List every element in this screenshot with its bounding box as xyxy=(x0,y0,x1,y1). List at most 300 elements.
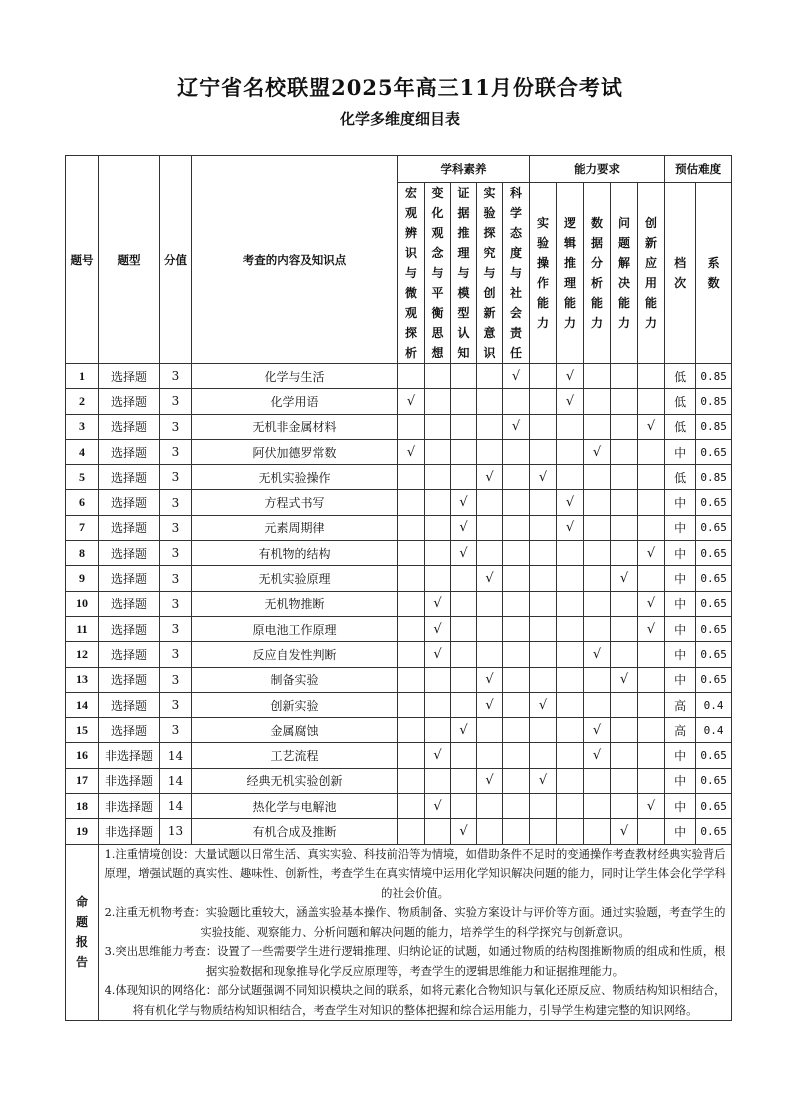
question-score: 3 xyxy=(160,718,192,743)
question-score: 3 xyxy=(160,465,192,490)
header-literacy-2: 变化观念与平衡思想 xyxy=(431,186,444,360)
question-content: 工艺流程 xyxy=(192,743,398,768)
literacy-cell-3 xyxy=(451,768,477,793)
question-number: 14 xyxy=(66,692,99,717)
ability-cell-1 xyxy=(530,515,557,540)
ability-cell-5 xyxy=(638,490,665,515)
question-score: 3 xyxy=(160,515,192,540)
question-content: 制备实验 xyxy=(192,667,398,692)
table-row xyxy=(66,364,732,389)
ability-cell-4 xyxy=(611,414,638,439)
check-mark: √ xyxy=(425,591,451,616)
question-score: 3 xyxy=(160,566,192,591)
ability-cell-3 xyxy=(584,364,611,389)
literacy-cell-5 xyxy=(503,616,530,641)
detail-table xyxy=(65,155,732,1021)
table-row xyxy=(66,389,732,414)
header-coefficient: 系数 xyxy=(707,256,720,290)
question-content: 热化学与电解池 xyxy=(192,794,398,819)
literacy-cell-4 xyxy=(477,364,503,389)
header-literacy-3: 证据推理与模型认知 xyxy=(457,186,470,360)
literacy-cell-1 xyxy=(398,819,425,844)
literacy-cell-4 xyxy=(477,718,503,743)
check-mark: √ xyxy=(451,718,477,743)
literacy-cell-5 xyxy=(503,439,530,464)
literacy-cell-5 xyxy=(503,768,530,793)
question-number: 9 xyxy=(66,566,99,591)
check-mark: √ xyxy=(477,768,503,793)
check-mark: √ xyxy=(503,414,530,439)
difficulty-coefficient: 0.65 xyxy=(696,667,732,692)
ability-cell-4 xyxy=(611,389,638,414)
literacy-cell-5 xyxy=(503,515,530,540)
question-content: 无机实验原理 xyxy=(192,566,398,591)
literacy-cell-3 xyxy=(451,794,477,819)
report-paragraph: 2.注重无机物考查：实验题比重较大，涵盖实验基本操作、物质制备、实验方案设计与评价等方面。通过实验题，考查学生的实验技能、观察能力、分析问题和解决问题的能力，培养学生的科学探究与创新意识。 xyxy=(104,906,726,939)
ability-cell-5 xyxy=(638,389,665,414)
ability-cell-3 xyxy=(584,794,611,819)
literacy-cell-2 xyxy=(425,389,451,414)
difficulty-coefficient: 0.65 xyxy=(696,743,732,768)
difficulty-coefficient: 0.85 xyxy=(696,364,732,389)
difficulty-level: 高 xyxy=(665,692,696,717)
difficulty-coefficient: 0.65 xyxy=(696,490,732,515)
ability-cell-4 xyxy=(611,768,638,793)
ability-cell-3 xyxy=(584,616,611,641)
difficulty-coefficient: 0.65 xyxy=(696,541,732,566)
literacy-cell-2 xyxy=(425,667,451,692)
literacy-cell-5 xyxy=(503,794,530,819)
ability-cell-4 xyxy=(611,364,638,389)
difficulty-coefficient: 0.85 xyxy=(696,465,732,490)
ability-cell-3 xyxy=(584,667,611,692)
literacy-cell-5 xyxy=(503,667,530,692)
literacy-cell-2 xyxy=(425,718,451,743)
question-content: 无机实验操作 xyxy=(192,465,398,490)
header-literacy-1: 宏观辨识与微观探析 xyxy=(404,186,417,360)
literacy-cell-3 xyxy=(451,642,477,667)
question-score: 3 xyxy=(160,389,192,414)
question-content: 创新实验 xyxy=(192,692,398,717)
table-row xyxy=(66,616,732,641)
check-mark: √ xyxy=(638,794,665,819)
check-mark: √ xyxy=(584,743,611,768)
literacy-cell-4 xyxy=(477,743,503,768)
ability-cell-5 xyxy=(638,439,665,464)
ability-cell-1 xyxy=(530,743,557,768)
ability-cell-1 xyxy=(530,364,557,389)
question-content: 经典无机实验创新 xyxy=(192,768,398,793)
ability-cell-2 xyxy=(557,743,584,768)
literacy-cell-2 xyxy=(425,819,451,844)
ability-cell-1 xyxy=(530,819,557,844)
difficulty-level: 中 xyxy=(665,591,696,616)
literacy-cell-1 xyxy=(398,794,425,819)
question-number: 4 xyxy=(66,439,99,464)
ability-cell-5 xyxy=(638,819,665,844)
literacy-cell-5 xyxy=(503,743,530,768)
question-score: 14 xyxy=(160,794,192,819)
question-score: 14 xyxy=(160,768,192,793)
difficulty-level: 中 xyxy=(665,819,696,844)
header-ability-4: 问题解决能力 xyxy=(618,216,631,330)
difficulty-level: 中 xyxy=(665,541,696,566)
question-score: 3 xyxy=(160,490,192,515)
literacy-cell-2 xyxy=(425,692,451,717)
literacy-cell-4 xyxy=(477,616,503,641)
table-row xyxy=(66,743,732,768)
literacy-cell-3 xyxy=(451,364,477,389)
question-type: 非选择题 xyxy=(99,743,160,768)
question-content: 无机物推断 xyxy=(192,591,398,616)
header-ability-3: 数据分析能力 xyxy=(591,216,604,330)
check-mark: √ xyxy=(425,642,451,667)
question-number: 8 xyxy=(66,541,99,566)
difficulty-level: 中 xyxy=(665,515,696,540)
check-mark: √ xyxy=(477,667,503,692)
report-paragraph: 4.体现知识的网络化：部分试题强调不同知识模块之间的联系，如将元素化合物知识与氧化还原反应、物质结构知识相结合，将有机化学与物质结构知识相结合，考查学生对知识的整体把握和综合运用能力，引导学生构建完整的知识网络。 xyxy=(104,984,726,1017)
ability-cell-1 xyxy=(530,794,557,819)
literacy-cell-3 xyxy=(451,743,477,768)
question-score: 3 xyxy=(160,692,192,717)
literacy-cell-3 xyxy=(451,692,477,717)
ability-cell-4 xyxy=(611,642,638,667)
difficulty-level: 中 xyxy=(665,490,696,515)
literacy-cell-1 xyxy=(398,667,425,692)
check-mark: √ xyxy=(477,566,503,591)
table-row xyxy=(66,667,732,692)
ability-cell-1 xyxy=(530,718,557,743)
question-score: 13 xyxy=(160,819,192,844)
table-row xyxy=(66,692,732,717)
question-score: 3 xyxy=(160,439,192,464)
question-type: 选择题 xyxy=(99,667,160,692)
literacy-cell-5 xyxy=(503,718,530,743)
question-number: 10 xyxy=(66,591,99,616)
question-number: 11 xyxy=(66,616,99,641)
literacy-cell-1 xyxy=(398,591,425,616)
check-mark: √ xyxy=(638,591,665,616)
header-type: 题型 xyxy=(99,156,160,364)
literacy-cell-2 xyxy=(425,515,451,540)
ability-cell-5 xyxy=(638,768,665,793)
difficulty-level: 低 xyxy=(665,414,696,439)
page-subtitle: 化学多维度细目表 xyxy=(339,110,460,128)
header-content: 考查的内容及知识点 xyxy=(192,156,398,364)
question-number: 5 xyxy=(66,465,99,490)
literacy-cell-2 xyxy=(425,541,451,566)
check-mark: √ xyxy=(557,364,584,389)
report-label: 命题报告 xyxy=(75,895,88,970)
literacy-cell-4 xyxy=(477,439,503,464)
question-type: 选择题 xyxy=(99,591,160,616)
literacy-cell-1 xyxy=(398,566,425,591)
literacy-cell-3 xyxy=(451,667,477,692)
header-ability-5: 创新应用能力 xyxy=(645,216,658,330)
difficulty-coefficient: 0.4 xyxy=(696,692,732,717)
ability-cell-5 xyxy=(638,566,665,591)
table-row xyxy=(66,591,732,616)
question-content: 阿伏加德罗常数 xyxy=(192,439,398,464)
table-row xyxy=(66,490,732,515)
question-number: 3 xyxy=(66,414,99,439)
question-number: 12 xyxy=(66,642,99,667)
literacy-cell-1 xyxy=(398,414,425,439)
header-literacy-5: 科学态度与社会责任 xyxy=(510,186,523,360)
ability-cell-3 xyxy=(584,465,611,490)
question-number: 19 xyxy=(66,819,99,844)
header-literacy-4: 实验探究与创新意识 xyxy=(483,186,496,360)
ability-cell-2 xyxy=(557,566,584,591)
difficulty-coefficient: 0.65 xyxy=(696,819,732,844)
check-mark: √ xyxy=(557,515,584,540)
literacy-cell-1 xyxy=(398,541,425,566)
ability-cell-1 xyxy=(530,490,557,515)
ability-cell-2 xyxy=(557,718,584,743)
question-type: 选择题 xyxy=(99,389,160,414)
question-number: 15 xyxy=(66,718,99,743)
difficulty-level: 高 xyxy=(665,718,696,743)
check-mark: √ xyxy=(503,364,530,389)
difficulty-coefficient: 0.85 xyxy=(696,414,732,439)
difficulty-level: 中 xyxy=(665,616,696,641)
literacy-cell-3 xyxy=(451,616,477,641)
table-row xyxy=(66,541,732,566)
header-group-difficulty: 预估难度 xyxy=(665,156,732,183)
ability-cell-3 xyxy=(584,389,611,414)
check-mark: √ xyxy=(451,541,477,566)
question-number: 1 xyxy=(66,364,99,389)
question-type: 选择题 xyxy=(99,414,160,439)
header-score: 分值 xyxy=(160,156,192,364)
question-type: 非选择题 xyxy=(99,794,160,819)
question-content: 有机合成及推断 xyxy=(192,819,398,844)
literacy-cell-3 xyxy=(451,465,477,490)
question-number: 18 xyxy=(66,794,99,819)
ability-cell-4 xyxy=(611,794,638,819)
literacy-cell-5 xyxy=(503,566,530,591)
check-mark: √ xyxy=(557,389,584,414)
check-mark: √ xyxy=(530,768,557,793)
question-number: 16 xyxy=(66,743,99,768)
ability-cell-2 xyxy=(557,794,584,819)
ability-cell-4 xyxy=(611,515,638,540)
check-mark: √ xyxy=(584,642,611,667)
literacy-cell-3 xyxy=(451,389,477,414)
ability-cell-2 xyxy=(557,465,584,490)
difficulty-level: 中 xyxy=(665,768,696,793)
question-type: 非选择题 xyxy=(99,819,160,844)
literacy-cell-4 xyxy=(477,515,503,540)
question-content: 化学与生活 xyxy=(192,364,398,389)
ability-cell-3 xyxy=(584,414,611,439)
check-mark: √ xyxy=(451,515,477,540)
ability-cell-4 xyxy=(611,692,638,717)
check-mark: √ xyxy=(530,692,557,717)
check-mark: √ xyxy=(425,743,451,768)
ability-cell-1 xyxy=(530,642,557,667)
header-no: 题号 xyxy=(66,156,99,364)
ability-cell-1 xyxy=(530,616,557,641)
check-mark: √ xyxy=(611,667,638,692)
literacy-cell-2 xyxy=(425,490,451,515)
difficulty-level: 低 xyxy=(665,465,696,490)
question-score: 3 xyxy=(160,541,192,566)
question-content: 有机物的结构 xyxy=(192,541,398,566)
ability-cell-3 xyxy=(584,819,611,844)
ability-cell-4 xyxy=(611,616,638,641)
question-score: 3 xyxy=(160,414,192,439)
table-row xyxy=(66,794,732,819)
question-type: 选择题 xyxy=(99,566,160,591)
ability-cell-1 xyxy=(530,389,557,414)
report-body xyxy=(99,844,732,1021)
literacy-cell-4 xyxy=(477,414,503,439)
check-mark: √ xyxy=(477,465,503,490)
table-row xyxy=(66,819,732,844)
ability-cell-4 xyxy=(611,591,638,616)
difficulty-coefficient: 0.65 xyxy=(696,566,732,591)
check-mark: √ xyxy=(425,616,451,641)
ability-cell-4 xyxy=(611,718,638,743)
ability-cell-5 xyxy=(638,642,665,667)
question-number: 7 xyxy=(66,515,99,540)
check-mark: √ xyxy=(398,389,425,414)
difficulty-level: 中 xyxy=(665,794,696,819)
ability-cell-1 xyxy=(530,541,557,566)
question-number: 17 xyxy=(66,768,99,793)
literacy-cell-4 xyxy=(477,591,503,616)
difficulty-level: 中 xyxy=(665,667,696,692)
header-group-literacy: 学科素养 xyxy=(398,156,530,183)
literacy-cell-5 xyxy=(503,490,530,515)
check-mark: √ xyxy=(477,692,503,717)
literacy-cell-1 xyxy=(398,718,425,743)
ability-cell-2 xyxy=(557,819,584,844)
difficulty-coefficient: 0.65 xyxy=(696,439,732,464)
literacy-cell-3 xyxy=(451,414,477,439)
question-type: 选择题 xyxy=(99,541,160,566)
ability-cell-3 xyxy=(584,692,611,717)
ability-cell-2 xyxy=(557,541,584,566)
check-mark: √ xyxy=(638,414,665,439)
difficulty-coefficient: 0.65 xyxy=(696,768,732,793)
question-score: 3 xyxy=(160,591,192,616)
header-level: 档次 xyxy=(674,256,687,290)
ability-cell-4 xyxy=(611,439,638,464)
check-mark: √ xyxy=(584,718,611,743)
table-row xyxy=(66,515,732,540)
question-type: 选择题 xyxy=(99,692,160,717)
ability-cell-5 xyxy=(638,692,665,717)
difficulty-coefficient: 0.65 xyxy=(696,616,732,641)
question-score: 3 xyxy=(160,642,192,667)
check-mark: √ xyxy=(638,616,665,641)
check-mark: √ xyxy=(584,439,611,464)
literacy-cell-4 xyxy=(477,794,503,819)
literacy-cell-4 xyxy=(477,389,503,414)
question-type: 选择题 xyxy=(99,515,160,540)
ability-cell-1 xyxy=(530,414,557,439)
question-type: 非选择题 xyxy=(99,768,160,793)
difficulty-level: 中 xyxy=(665,642,696,667)
ability-cell-3 xyxy=(584,541,611,566)
literacy-cell-1 xyxy=(398,743,425,768)
literacy-cell-4 xyxy=(477,819,503,844)
check-mark: √ xyxy=(611,819,638,844)
check-mark: √ xyxy=(638,541,665,566)
literacy-cell-5 xyxy=(503,591,530,616)
question-content: 无机非金属材料 xyxy=(192,414,398,439)
literacy-cell-4 xyxy=(477,541,503,566)
literacy-cell-5 xyxy=(503,389,530,414)
literacy-cell-1 xyxy=(398,642,425,667)
question-content: 方程式书写 xyxy=(192,490,398,515)
question-type: 选择题 xyxy=(99,718,160,743)
question-content: 反应自发性判断 xyxy=(192,642,398,667)
question-content: 元素周期律 xyxy=(192,515,398,540)
page-title: 辽宁省名校联盟2025年高三11月份联合考试 xyxy=(177,75,623,100)
ability-cell-5 xyxy=(638,743,665,768)
question-type: 选择题 xyxy=(99,642,160,667)
ability-cell-5 xyxy=(638,465,665,490)
table-row xyxy=(66,768,732,793)
table-row xyxy=(66,566,732,591)
header-group-ability: 能力要求 xyxy=(530,156,665,183)
check-mark: √ xyxy=(451,490,477,515)
literacy-cell-3 xyxy=(451,591,477,616)
ability-cell-3 xyxy=(584,490,611,515)
check-mark: √ xyxy=(425,794,451,819)
ability-cell-2 xyxy=(557,667,584,692)
ability-cell-5 xyxy=(638,515,665,540)
literacy-cell-3 xyxy=(451,439,477,464)
literacy-cell-4 xyxy=(477,490,503,515)
ability-cell-5 xyxy=(638,364,665,389)
literacy-cell-1 xyxy=(398,515,425,540)
question-type: 选择题 xyxy=(99,364,160,389)
difficulty-coefficient: 0.65 xyxy=(696,515,732,540)
question-number: 6 xyxy=(66,490,99,515)
difficulty-level: 中 xyxy=(665,743,696,768)
table-row xyxy=(66,465,732,490)
literacy-cell-2 xyxy=(425,414,451,439)
report-label-cell xyxy=(66,844,99,1021)
ability-cell-2 xyxy=(557,692,584,717)
question-content: 金属腐蚀 xyxy=(192,718,398,743)
difficulty-coefficient: 0.65 xyxy=(696,794,732,819)
difficulty-coefficient: 0.65 xyxy=(696,591,732,616)
literacy-cell-2 xyxy=(425,439,451,464)
table-row xyxy=(66,414,732,439)
ability-cell-2 xyxy=(557,768,584,793)
literacy-cell-5 xyxy=(503,465,530,490)
difficulty-level: 低 xyxy=(665,389,696,414)
literacy-cell-1 xyxy=(398,490,425,515)
literacy-cell-1 xyxy=(398,364,425,389)
difficulty-coefficient: 0.4 xyxy=(696,718,732,743)
literacy-cell-2 xyxy=(425,566,451,591)
literacy-cell-2 xyxy=(425,768,451,793)
question-number: 13 xyxy=(66,667,99,692)
literacy-cell-2 xyxy=(425,364,451,389)
ability-cell-2 xyxy=(557,591,584,616)
ability-cell-4 xyxy=(611,541,638,566)
difficulty-coefficient: 0.85 xyxy=(696,389,732,414)
table-row xyxy=(66,718,732,743)
literacy-cell-1 xyxy=(398,465,425,490)
ability-cell-2 xyxy=(557,616,584,641)
